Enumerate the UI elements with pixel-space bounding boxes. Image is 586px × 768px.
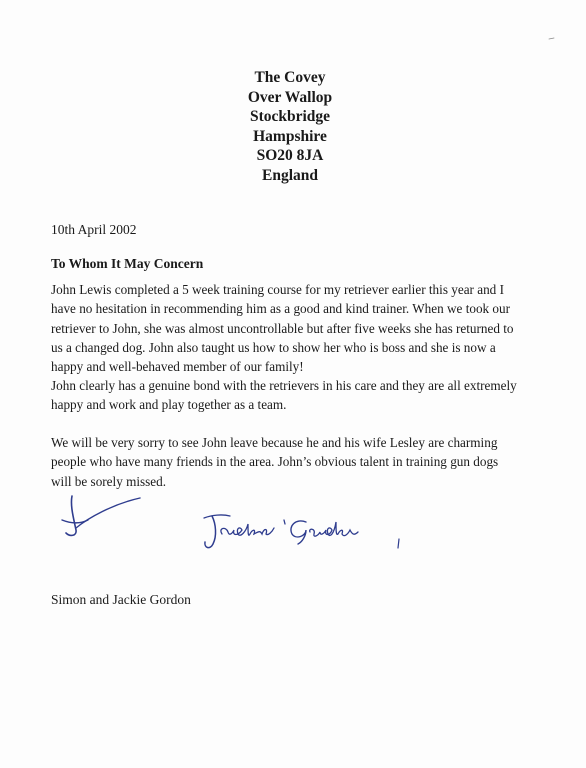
body-paragraph-2 [51, 376, 551, 415]
address-line: The Covey [254, 69, 326, 86]
signoff-names: Simon and Jackie Gordon [51, 592, 191, 607]
body-paragraph-1 [51, 280, 551, 376]
text-line: retriever to John, she was almost uncontrollable but after five weeks she has returned to [51, 320, 514, 336]
paper-speck [548, 36, 556, 42]
letter-date: 10th April 2002 [51, 222, 137, 237]
text-line: us a changed dog. John also taught us how to show her who is boss and she is now a [51, 339, 496, 355]
text-line: happy and work and play together as a team. [51, 397, 287, 413]
sender-address [180, 68, 400, 185]
address-country: England [261, 166, 318, 184]
address-postcode: SO20 8JA [256, 147, 324, 164]
text-line: We will be very sorry to see John leave because he and his wife Lesley are charming [51, 435, 498, 450]
address-line: Over Wallop [247, 88, 333, 106]
signature-simon [58, 490, 148, 542]
text-line: will be sorely missed. [51, 473, 167, 489]
text-line: people who have many friends in the area. John’s obvious talent in training gun dogs [51, 454, 499, 470]
text-line: happy and well-behaved member of our family! [51, 359, 304, 375]
address-line: Stockbridge [249, 108, 331, 125]
body-paragraph-3 [51, 433, 551, 491]
salutation: To Whom It May Concern [51, 256, 204, 271]
signature-jackie-gordon [202, 510, 372, 552]
ink-mark [396, 538, 402, 550]
text-line: John clearly has a genuine bond with the retrievers in his care and they are all extremely [51, 378, 517, 393]
text-line: John Lewis completed a 5 week training course for my retriever earlier this year and I [51, 282, 504, 297]
address-line: Hampshire [253, 127, 327, 145]
text-line: have no hesitation in recommending him as a good and kind trainer. When we took our [51, 301, 511, 317]
